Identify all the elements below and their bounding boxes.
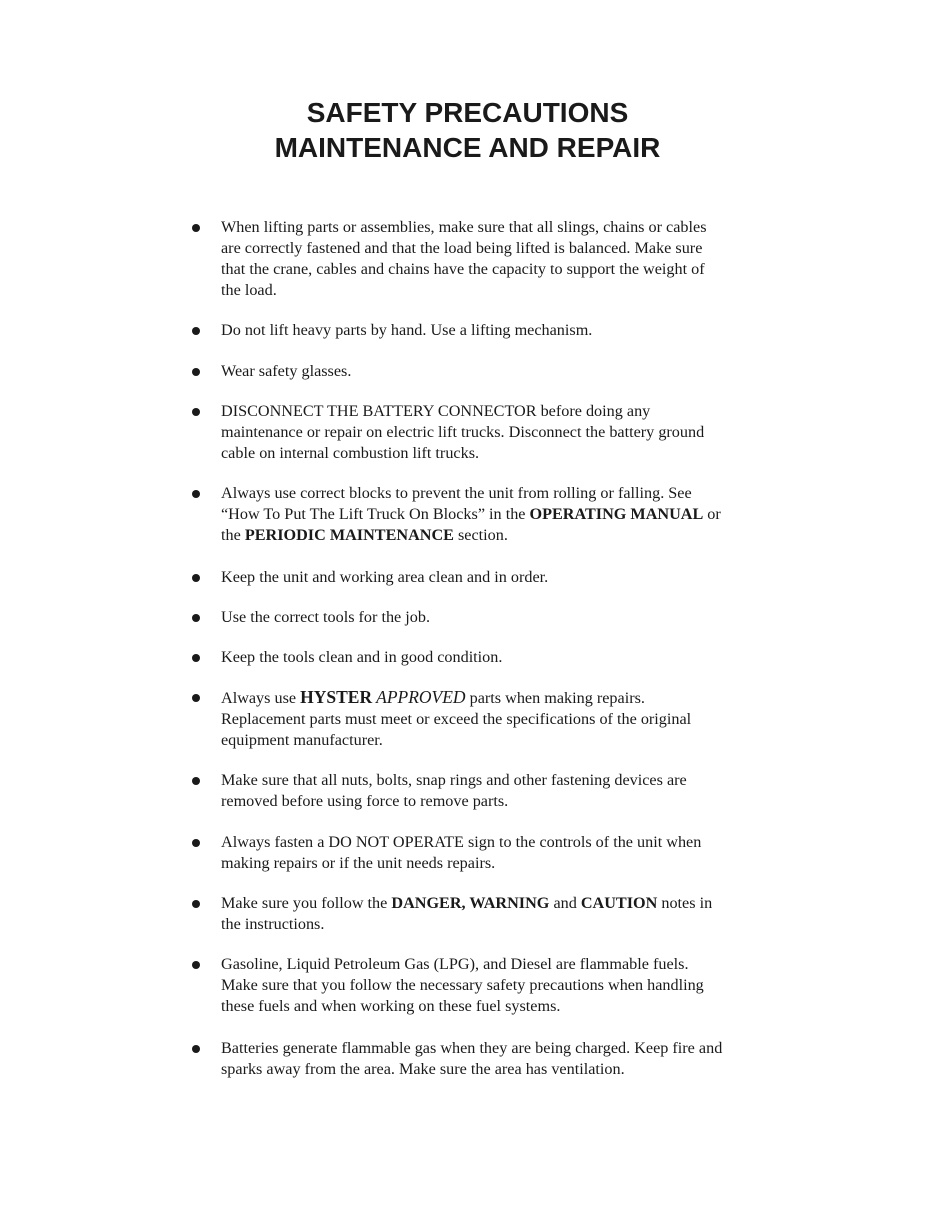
list-item-text: Gasoline, Liquid Petroleum Gas (LPG), and Diesel are flammable fuels. Make sure that you follow the necessary safety precautions when handling these fuels and when working on these fuel systems. xyxy=(221,955,704,1015)
list-item-text: Wear safety glasses. xyxy=(221,362,352,380)
list-item-text: DISCONNECT THE BATTERY CONNECTOR before doing any maintenance or repair on electric lift trucks. Disconnect the battery ground cable on internal combustion lift trucks. xyxy=(221,402,705,462)
bullet-icon xyxy=(192,777,200,785)
bullet-icon xyxy=(192,900,200,908)
brand-name: HYSTER xyxy=(300,687,373,707)
text-segment: Make sure you follow the xyxy=(221,894,392,912)
text-segment: section. xyxy=(453,526,508,544)
text-segment: notes in the instructions. xyxy=(221,894,713,933)
list-item-text: Make sure that all nuts, bolts, snap rings and other fastening devices are removed before using force to remove parts. xyxy=(221,771,687,810)
bullet-icon xyxy=(192,408,200,416)
list-item-text: Keep the unit and working area clean and in order. xyxy=(221,568,549,586)
operating-manual-reference: OPERATING MANUAL xyxy=(529,505,704,523)
text-segment: and xyxy=(549,894,581,912)
text-segment: or the xyxy=(221,505,721,544)
bullet-icon xyxy=(192,327,200,335)
bullet-icon xyxy=(192,654,200,662)
caution-reference: CAUTION xyxy=(580,894,658,912)
bullet-icon xyxy=(192,1045,200,1053)
list-item-text xyxy=(221,483,746,546)
list-item-text: Keep the tools clean and in good condition. xyxy=(221,648,503,666)
text-segment: Always use correct blocks to prevent the unit from rolling or falling. See “How To Put The Lift Truck On Blocks” in the xyxy=(221,484,692,523)
bullet-icon xyxy=(192,574,200,582)
list-item-text: Batteries generate flammable gas when they are being charged. Keep fire and sparks away from the area. Make sure the area has ventilation. xyxy=(221,1039,723,1078)
list-item-text: When lifting parts or assemblies, make sure that all slings, chains or cables are correctly fastened and that the load being lifted is balanced. Make sure that the crane, cables and chains have the capacity to support the weight of the load. xyxy=(221,218,707,299)
periodic-maintenance-reference: PERIODIC MAINTENANCE xyxy=(244,526,454,544)
approved-emphasis: APPROVED xyxy=(376,687,466,707)
bullet-icon xyxy=(192,839,200,847)
bullet-icon xyxy=(192,961,200,969)
text-segment: parts when making repairs. Replacement parts must meet or exceed the specifications of the original equipment manufacturer. xyxy=(221,689,692,749)
list-item-text xyxy=(221,687,746,751)
list-item-text: Use the correct tools for the job. xyxy=(221,608,431,626)
list-item-text xyxy=(221,893,746,935)
bullet-icon xyxy=(192,368,200,376)
page-title-line-2: MAINTENANCE AND REPAIR xyxy=(274,132,661,163)
text-segment: Always use xyxy=(221,689,301,707)
page-title-line-1: SAFETY PRECAUTIONS xyxy=(306,97,629,128)
bullet-icon xyxy=(192,224,200,232)
danger-warning-reference: DANGER, WARNING xyxy=(391,894,550,912)
bullet-icon xyxy=(192,694,200,702)
list-item-text: Always fasten a DO NOT OPERATE sign to the controls of the unit when making repairs or if the unit needs repairs. xyxy=(221,833,702,872)
list-item-text: Do not lift heavy parts by hand. Use a lifting mechanism. xyxy=(221,321,593,339)
bullet-icon xyxy=(192,614,200,622)
bullet-icon xyxy=(192,490,200,498)
